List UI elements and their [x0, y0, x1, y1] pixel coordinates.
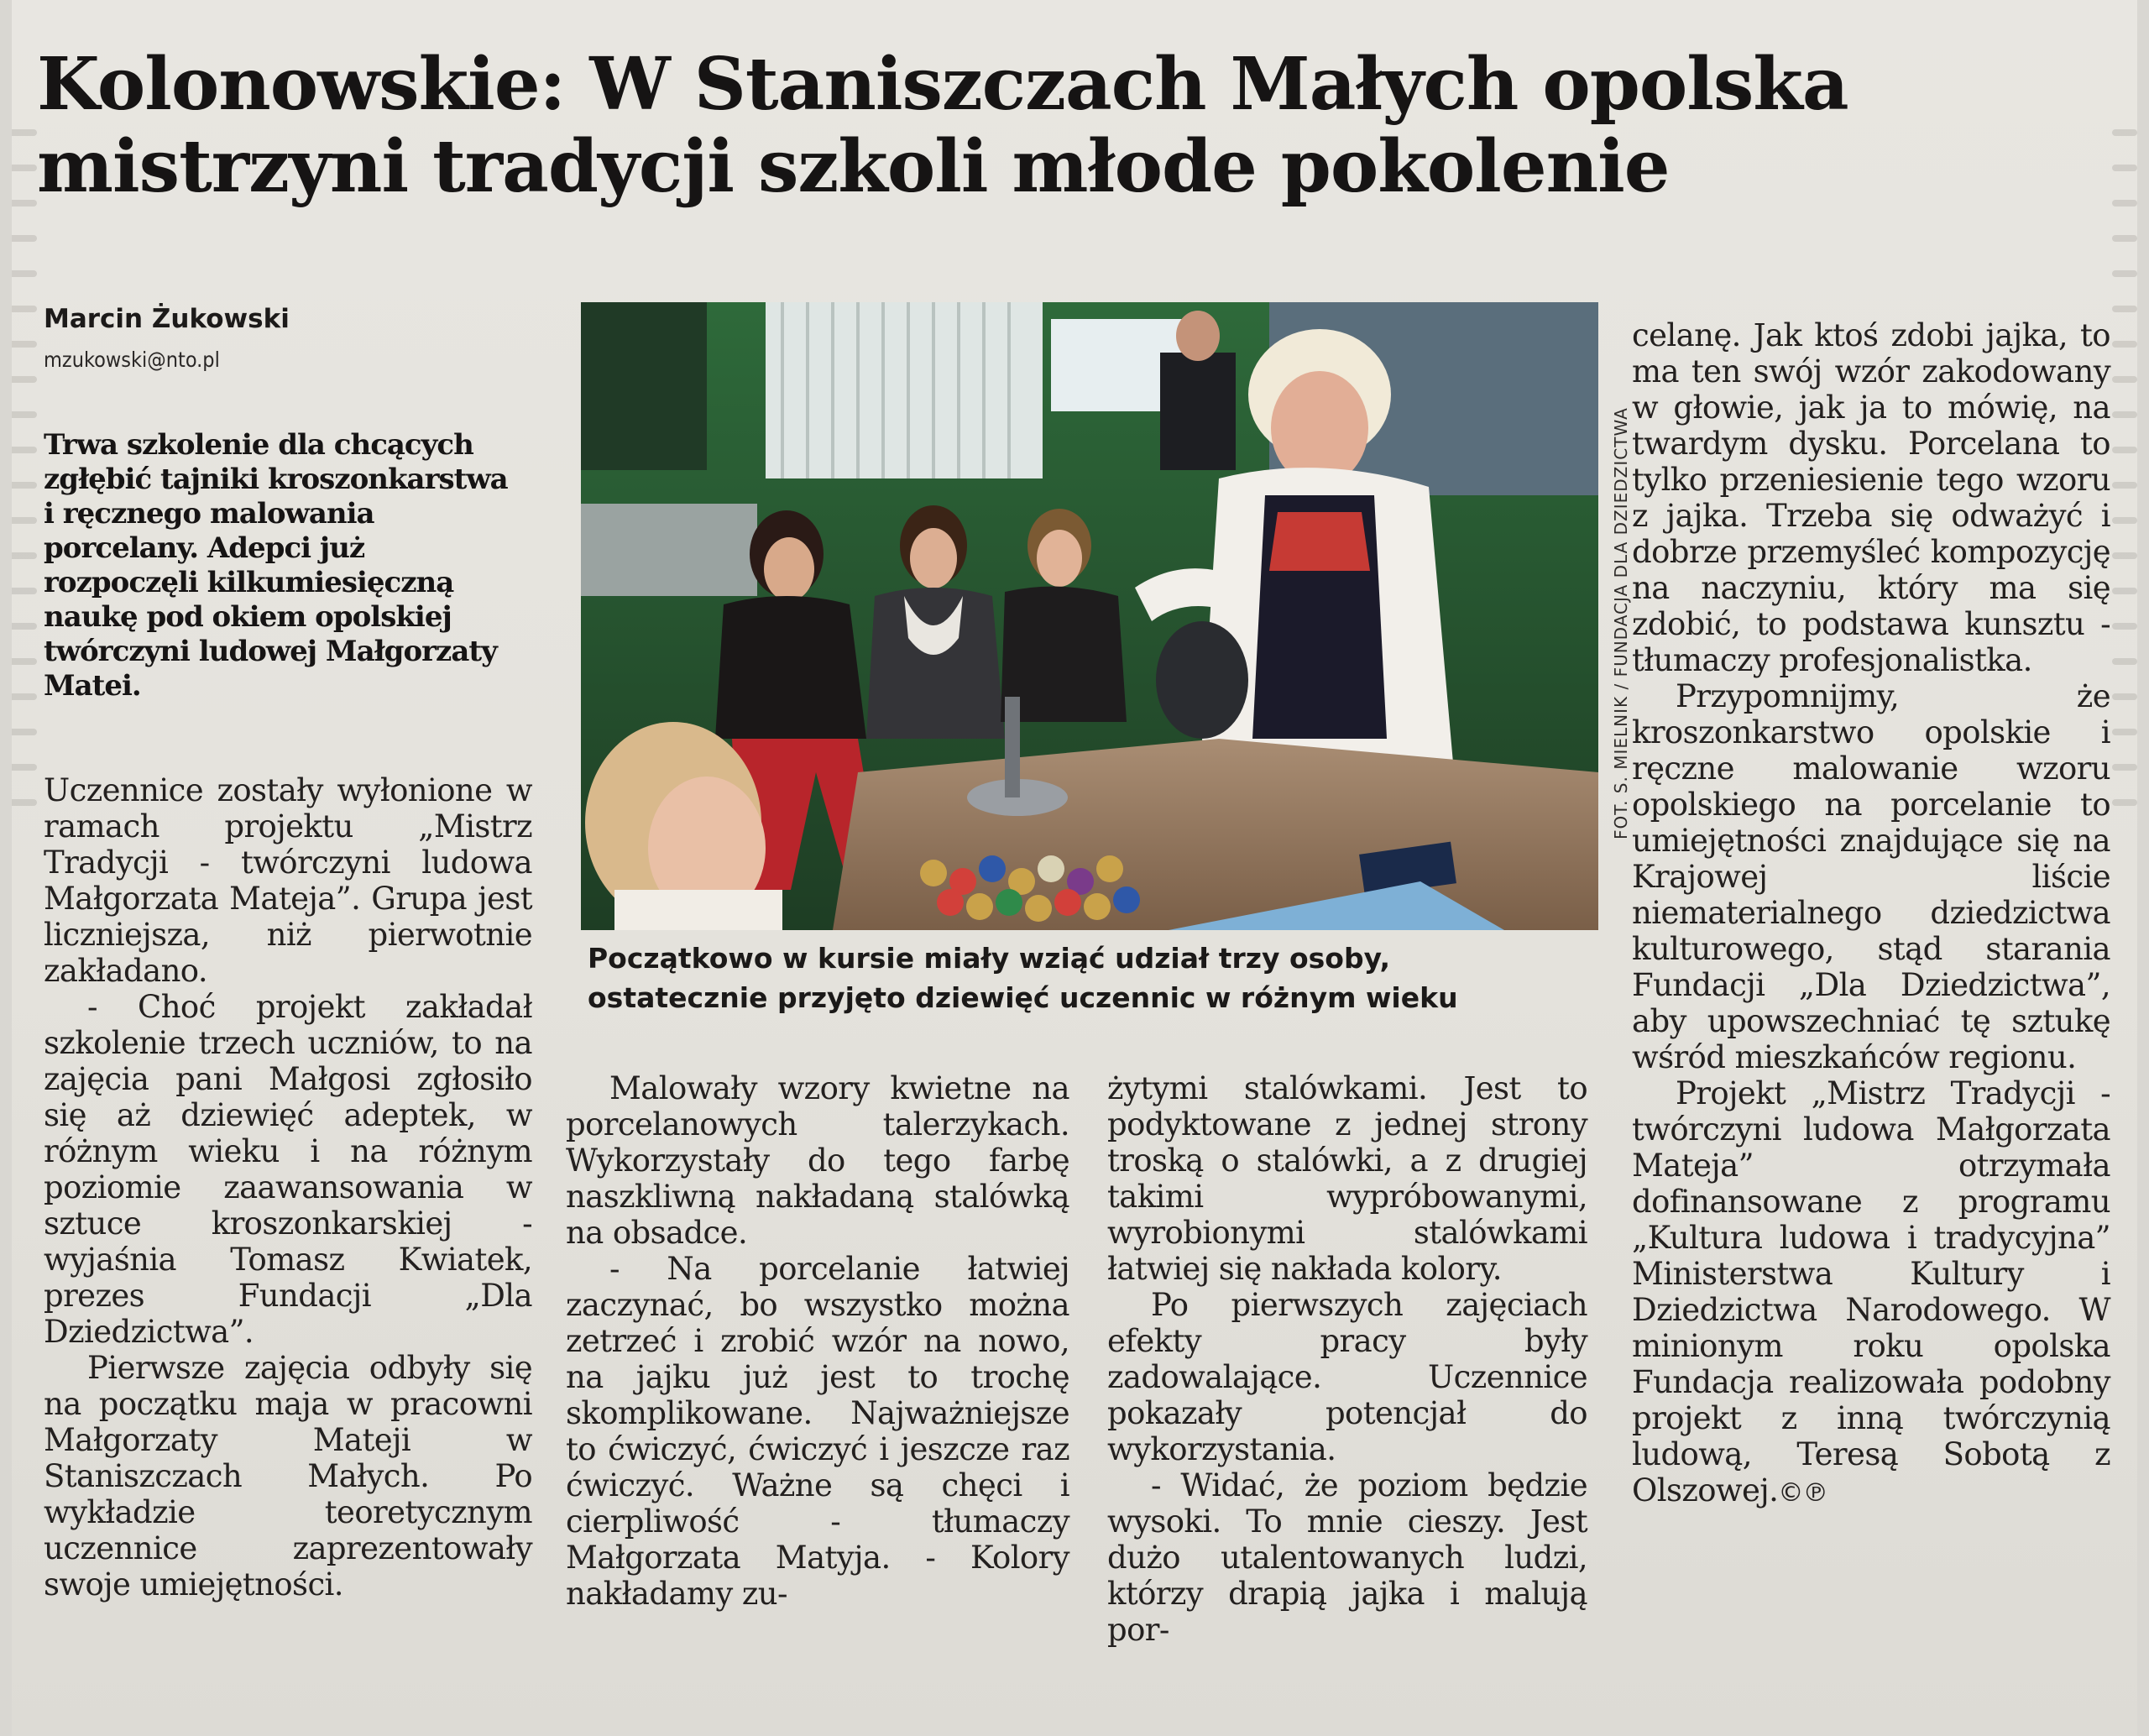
paragraph: - Widać, że poziom będzie wysoki. To mnie cieszy. Jest dużo utalentowanych ludzi, którzy drapią jajka i malują por- — [1107, 1467, 1587, 1648]
caption-line-1: Początkowo w kursie miały wziąć udział trzy osoby, — [588, 942, 1391, 975]
bleed-through-right-column — [2112, 101, 2137, 1736]
text-column-4 — [1632, 317, 2110, 1511]
paragraph: celanę. Jak ktoś zdobi jajka, to ma ten swój wzór zakodowany w głowie, jak ja to mówię, na twardym dysku. Porcelana to tylko przeniesienie tego wzoru z jajka. Trzeba się odważyć i dobrze przemyśleć kompozycję na naczyniu, który ma się zdobić, to podstawa kunsztu - tłumaczy profesjonalistka. — [1632, 317, 2110, 678]
headline-line-2: mistrzyni tradycji szkoli młode pokolenie — [37, 124, 1670, 209]
paragraph — [1632, 1075, 2110, 1511]
newspaper-page — [12, 0, 2137, 1736]
headline-line-1: Kolonowskie: W Staniszczach Małych opolska — [37, 42, 1848, 127]
paragraph: Przypomnijmy, że kroszonkarstwo opolskie i ręczne malowanie wzoru opolskiego na porcelanie to umiejętności znajdujące się na Krajowej liście niematerialnego dziedzictwa kulturowego, stąd starania Fundacji „Dla Dziedzictwa”, aby upowszechniać tę sztukę wśród mieszkańców regionu. — [1632, 678, 2110, 1075]
caption-line-2: ostatecznie przyjęto dziewięć uczennic w różnym wieku — [588, 981, 1458, 1014]
text-column-2 — [566, 1070, 1069, 1612]
photo-caption — [588, 939, 1603, 1017]
photo-credit: FOT. S. MIELNIK / FUNDACJA DLA DZIEDZICTWA — [1611, 407, 1631, 840]
paragraph-text: Projekt „Mistrz Tradycji - twórczyni ludowa Małgorzata Mateja” otrzymała dofinansowane z programu „Kultura ludowa i tradycyjna” Ministerstwa Kultury i Dziedzictwa Narodowego. W minionym roku opolska Fundacja realizowała podobny projekt z inną twórczynią ludową, Teresą Sobotą z Olszowej. — [1632, 1075, 2110, 1509]
article-signature: ©℗ — [1778, 1478, 1828, 1508]
paragraph: Pierwsze zajęcia odbyły się na początku maja w pracowni Małgorzaty Mateji w Staniszczach Małych. Po wykładzie teoretycznym uczennice zaprezentowały swoje umiejętności. — [44, 1350, 532, 1603]
paragraph: - Na porcelanie łatwiej zaczynać, bo wszystko można zetrzeć i zrobić wzór na nowo, na jajku już jest to trochę skomplikowane. Najważniejsze to ćwiczyć, ćwiczyć i jeszcze raz ćwiczyć. Ważne są chęci i cierpliwość - tłumaczy Małgorzata Matyja. - Kolory nakładamy zu- — [566, 1251, 1069, 1612]
text-column-1 — [44, 772, 532, 1603]
article-photo — [581, 302, 1598, 930]
paragraph: Po pierwszych zajęciach efekty pracy były zadowalające. Uczennice pokazały potencjał do wykorzystania. — [1107, 1287, 1587, 1467]
bleed-through-left-column — [12, 101, 37, 1736]
paragraph: - Choć projekt zakładał szkolenie trzech uczniów, to na zajęcia pani Małgosi zgłosiło się aż dziewięć adeptek, w różnym wieku i na różnym poziomie zaawansowania w sztuce kroszonkarskiej - wyjaśnia Tomasz Kwiatek, prezes Fundacji „Dla Dziedzictwa”. — [44, 989, 532, 1350]
paragraph: Malowały wzory kwietne na porcelanowych talerzykach. Wykorzystały do tego farbę naszkliwną nakładaną stalówką na obsadce. — [566, 1070, 1069, 1251]
paragraph: żytymi stalówkami. Jest to podyktowane z jednej strony troską o stalówki, a z drugiej takimi wypróbowanymi, wyrobionymi stalówkami łatwiej się nakłada kolory. — [1107, 1070, 1587, 1287]
article-headline — [37, 44, 2136, 208]
text-column-3 — [1107, 1070, 1587, 1648]
article-lead: Trwa szkolenie dla chcących zgłębić tajniki kroszonkarstwa i ręcznego malowania porcelany. Adepci już rozpoczęli kilkumiesięczną naukę pod okiem opolskiej twórczyni ludowej Małgorzaty Matei. — [44, 428, 508, 703]
author-email: mzukowski@nto.pl — [44, 348, 220, 372]
author-name: Marcin Żukowski — [44, 304, 290, 334]
paragraph: Uczennice zostały wyłonione w ramach projektu „Mistrz Tradycji - twórczyni ludowa Małgorzata Mateja”. Grupa jest liczniejsza, niż pierwotnie zakładano. — [44, 772, 532, 989]
photo-illustration — [581, 302, 1598, 930]
